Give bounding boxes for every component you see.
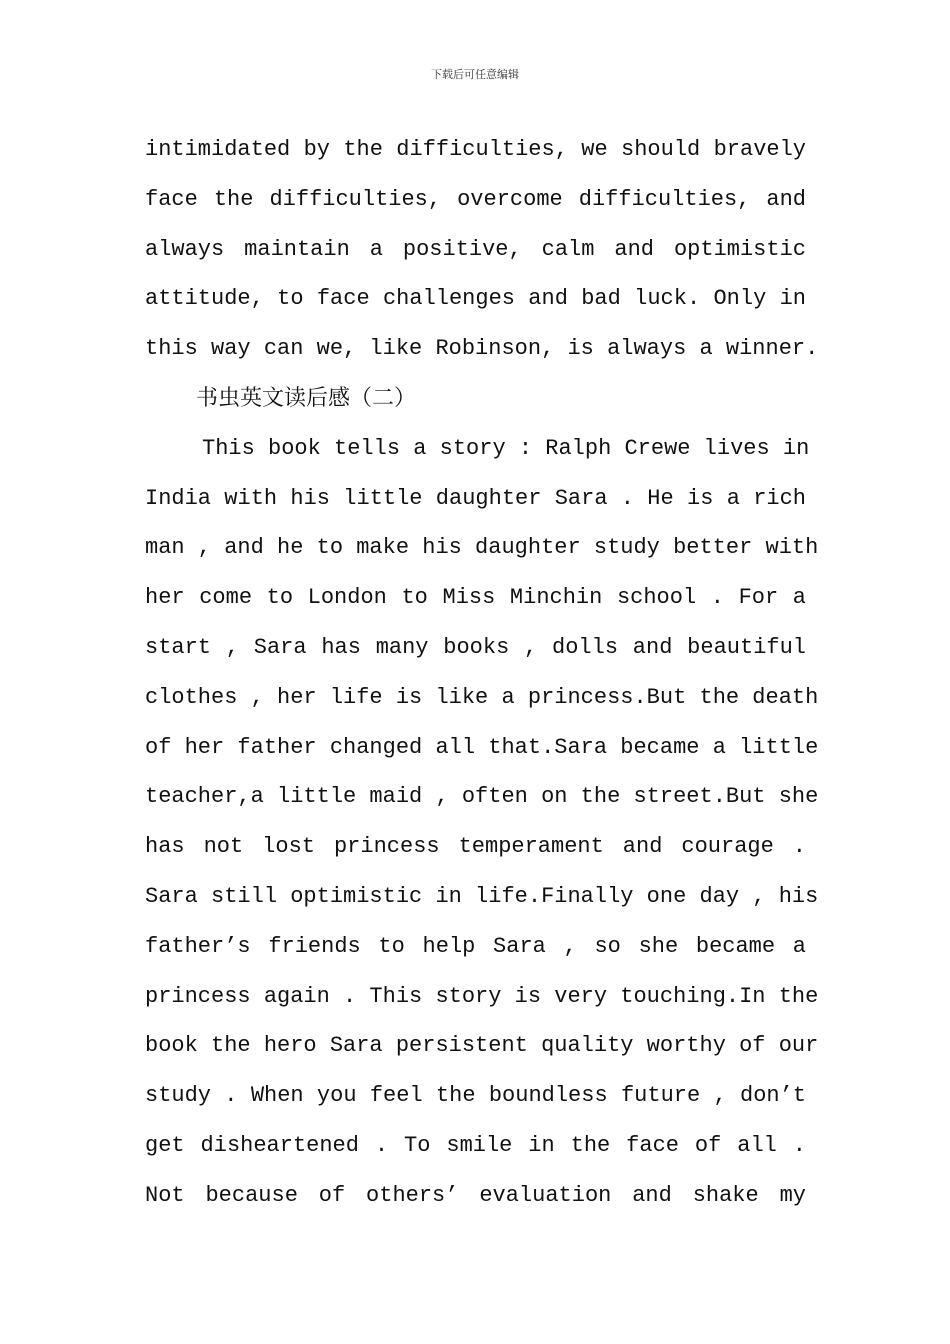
text-line: start , Sara has many books , dolls and beautiful [145, 634, 806, 660]
text-line: of her father changed all that.Sara became a little [145, 734, 819, 760]
text-line: attitude, to face challenges and bad luck. Only in [145, 286, 806, 312]
text-line: has not lost princess temperament and courage . [145, 834, 806, 860]
text-line: princess again . This story is very touching.In the [145, 983, 819, 1009]
text-line: teacher,a little maid , often on the street.But she [145, 784, 819, 810]
text-line: Sara still optimistic in life.Finally one day , his [145, 883, 819, 909]
text-line: intimidated by the difficulties, we should bravely [145, 137, 806, 162]
text-line: her come to London to Miss Minchin school . For a [145, 585, 806, 611]
page-header-note: 下载后可任意编辑 [431, 68, 519, 81]
document-body [145, 125, 819, 1221]
text-line: man , and he to make his daughter study better with [145, 535, 819, 561]
text-line: study . When you feel the boundless future , don’t [145, 1083, 806, 1109]
section-heading: 书虫英文读后感（二） [196, 385, 417, 411]
text-line: always maintain a positive, calm and optimistic [145, 236, 806, 262]
text-line: this way can we, like Robinson, is always a winner. [145, 336, 819, 362]
text-line: India with his little daughter Sara . He is a rich [145, 485, 806, 511]
text-line: Not because of others’ evaluation and shake my [145, 1182, 806, 1208]
text-line: book the hero Sara persistent quality worthy of our [145, 1033, 819, 1059]
text-line: clothes , her life is like a princess.But the death [145, 684, 819, 710]
text-line: father’s friends to help Sara , so she became a [145, 933, 806, 959]
text-line: This book tells a story : Ralph Crewe lives in [202, 435, 810, 461]
text-line: face the difficulties, overcome difficulties, and [145, 186, 806, 212]
text-line: get disheartened . To smile in the face of all . [145, 1132, 806, 1158]
